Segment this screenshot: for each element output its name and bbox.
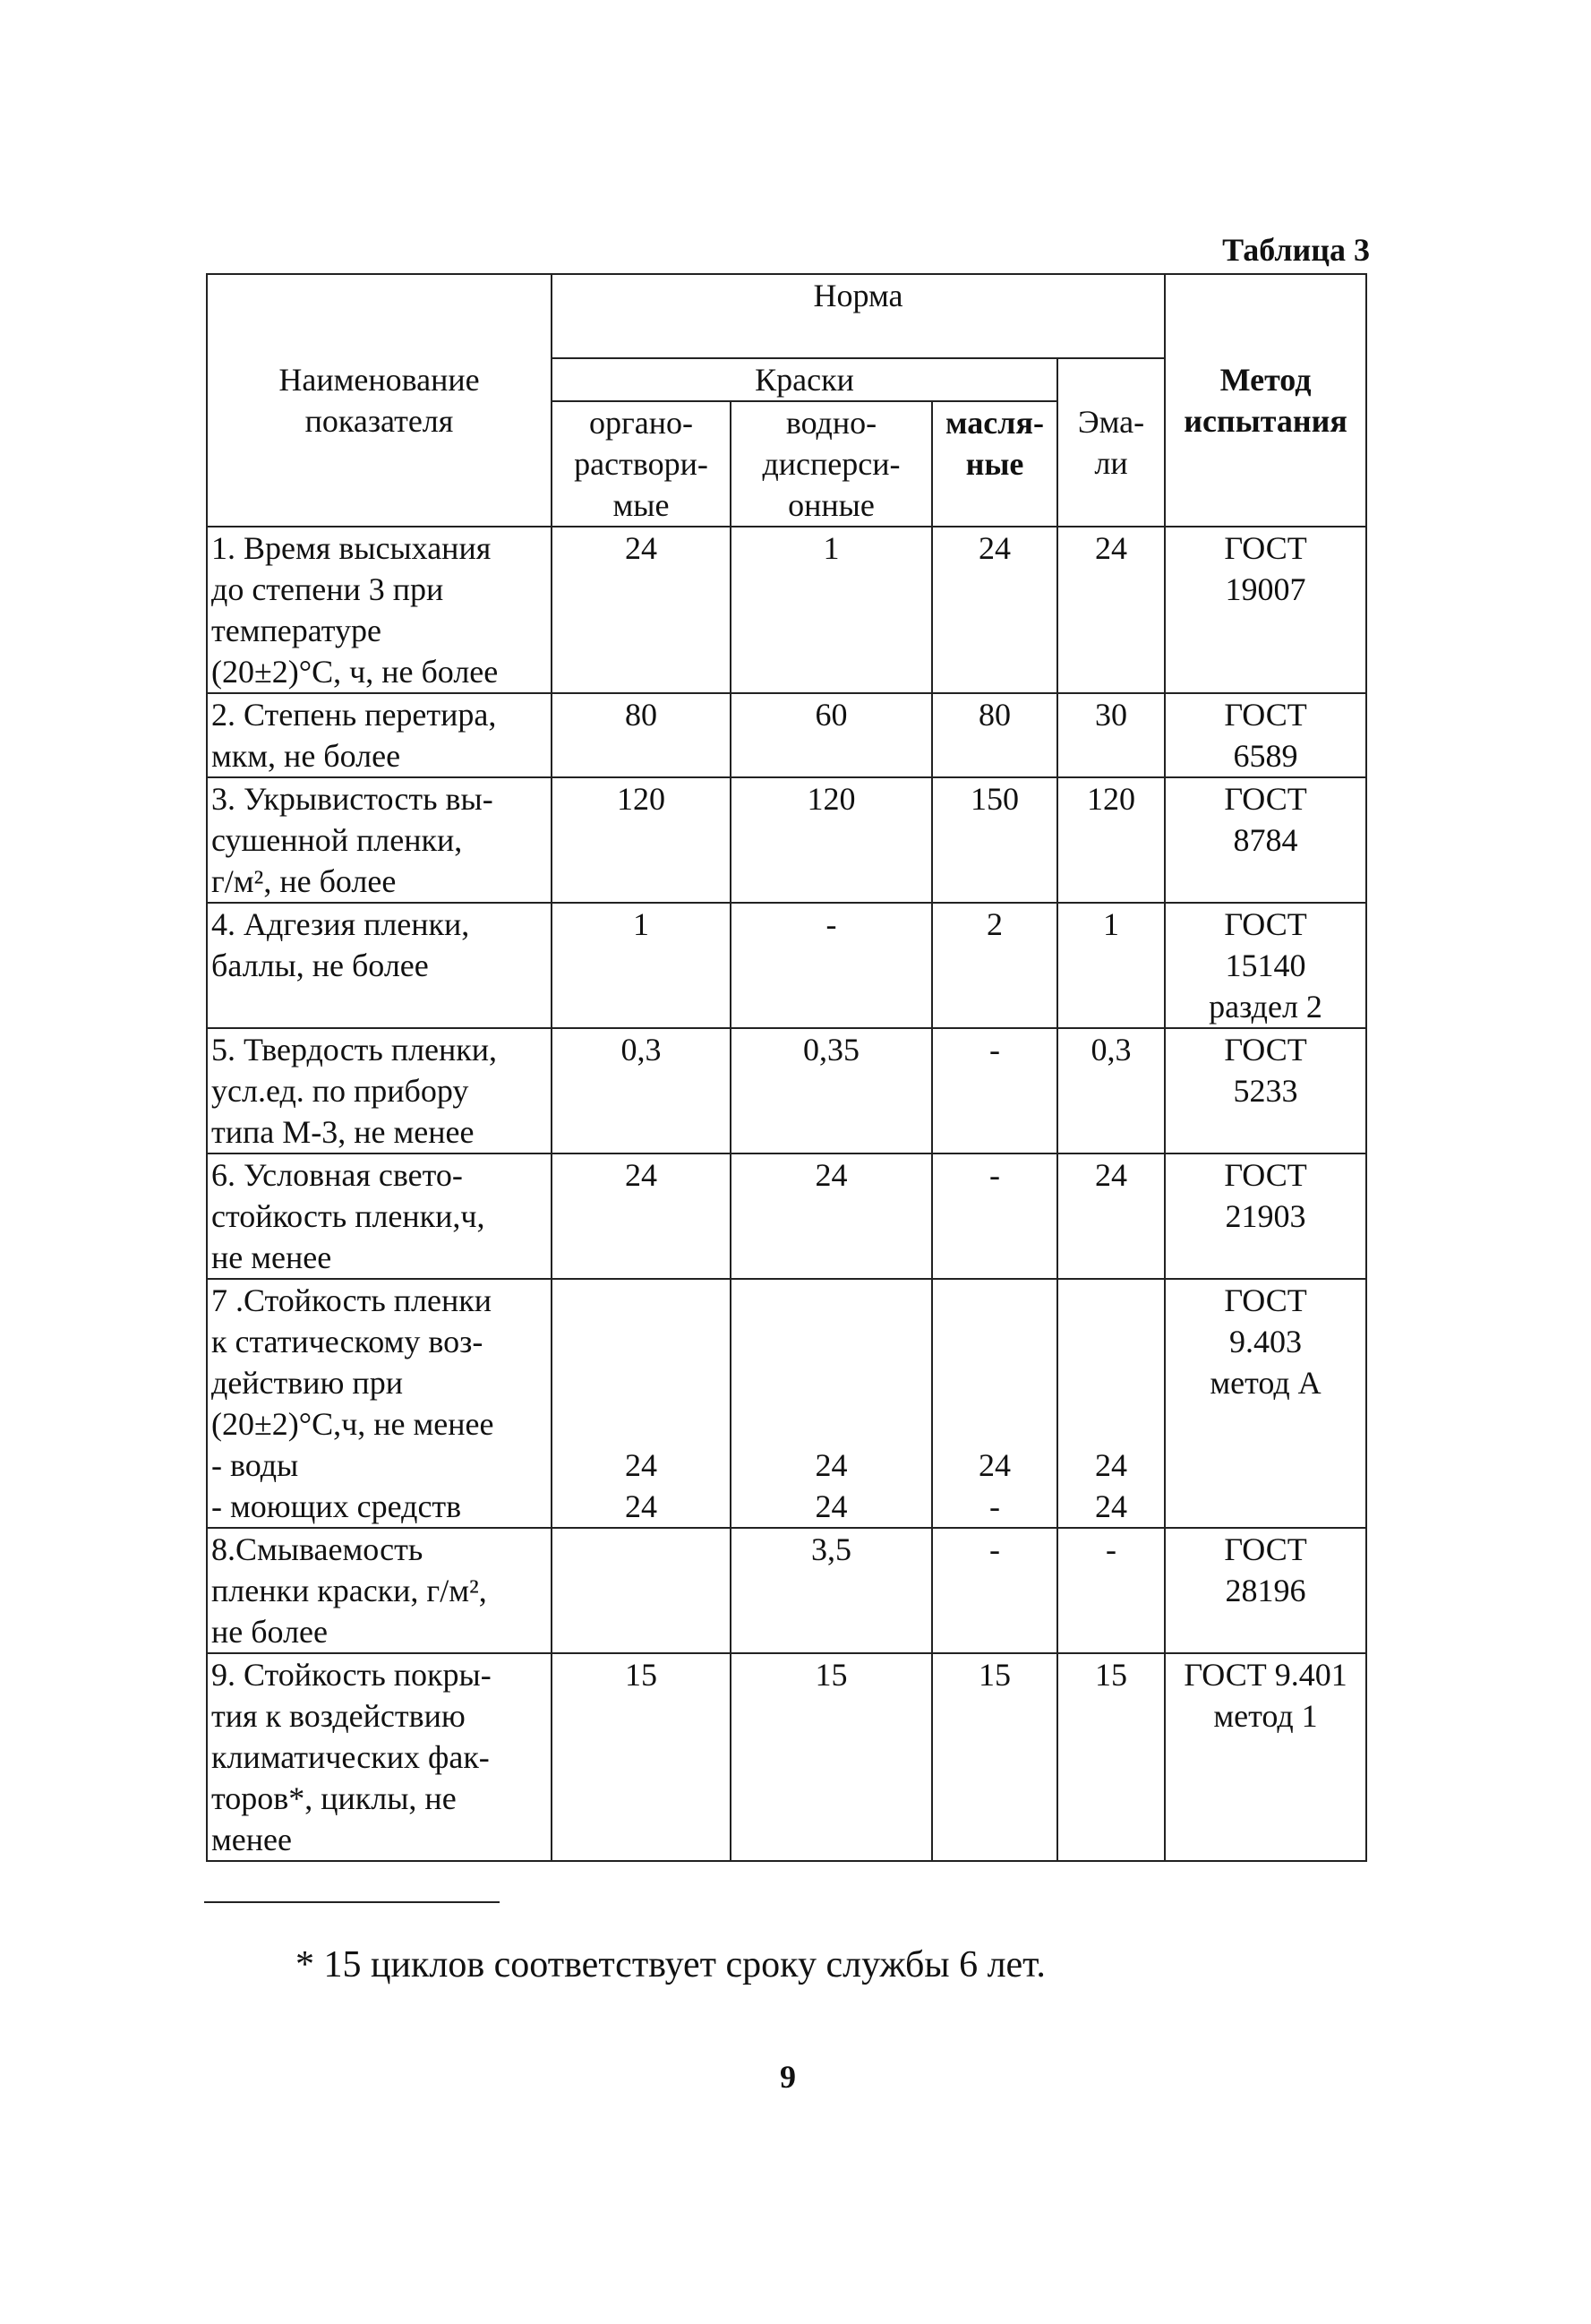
cell-maslyanye: 80 xyxy=(932,693,1057,777)
row-name: 1. Время высыхания до степени 3 при температуре (20±2)°С, ч, не более xyxy=(207,527,552,693)
cell-vodno: 120 xyxy=(731,777,932,903)
cell-emali: 120 xyxy=(1057,777,1165,903)
cell-vodno: 24 xyxy=(731,1153,932,1279)
cell-method: ГОСТ 21903 xyxy=(1165,1153,1366,1279)
table-row xyxy=(207,1028,1366,1153)
cell-vodno: 1 xyxy=(731,527,932,693)
cell-vodno: 3,5 xyxy=(731,1528,932,1653)
cell-organo: 24 xyxy=(552,527,731,693)
cell-organo: 120 xyxy=(552,777,731,903)
row-name: 4. Адгезия пленки, баллы, не более xyxy=(207,903,552,1028)
row-name: 6. Условная свето- стойкость пленки,ч, не менее xyxy=(207,1153,552,1279)
cell-organo xyxy=(552,1528,731,1653)
cell-maslyanye: 24 xyxy=(932,527,1057,693)
table-row xyxy=(207,1279,1366,1528)
cell-emali: 1 xyxy=(1057,903,1165,1028)
row-name: 7 .Стойкость пленки к статическому воз- действию при (20±2)°С,ч, не менее - воды - моющих средств xyxy=(207,1279,552,1528)
table-row xyxy=(207,1153,1366,1279)
cell-maslyanye: - xyxy=(932,1028,1057,1153)
cell-maslyanye: 2 xyxy=(932,903,1057,1028)
header-kraski: Краски xyxy=(552,358,1057,401)
row-name: 9. Стойкость покры- тия к воздействию климатических фак- торов*, циклы, не менее xyxy=(207,1653,552,1861)
cell-organo: 24 24 xyxy=(552,1279,731,1528)
cell-organo: 24 xyxy=(552,1153,731,1279)
footnote-rule xyxy=(204,1901,500,1903)
cell-emali: 15 xyxy=(1057,1653,1165,1861)
header-norma: Норма xyxy=(552,274,1165,358)
norms-table xyxy=(206,273,1367,1862)
cell-method: ГОСТ 8784 xyxy=(1165,777,1366,903)
header-name: Наименование показателя xyxy=(207,274,552,527)
header-method: Метод испытания xyxy=(1165,274,1366,527)
cell-emali: 24 xyxy=(1057,1153,1165,1279)
table-caption: Таблица 3 xyxy=(1222,232,1370,268)
cell-emali: 24 24 xyxy=(1057,1279,1165,1528)
cell-vodno: 15 xyxy=(731,1653,932,1861)
cell-vodno: 60 xyxy=(731,693,932,777)
footnote: * 15 циклов соответствует сроку службы 6 лет. xyxy=(295,1944,1046,1985)
cell-vodno: - xyxy=(731,903,932,1028)
cell-maslyanye: - xyxy=(932,1528,1057,1653)
cell-organo: 1 xyxy=(552,903,731,1028)
row-name: 8.Смываемость пленки краски, г/м², не более xyxy=(207,1528,552,1653)
table-row xyxy=(207,777,1366,903)
cell-maslyanye: 15 xyxy=(932,1653,1057,1861)
table-row xyxy=(207,1653,1366,1861)
table-row xyxy=(207,903,1366,1028)
table-row xyxy=(207,527,1366,693)
cell-method: ГОСТ 19007 xyxy=(1165,527,1366,693)
cell-method: ГОСТ 15140 раздел 2 xyxy=(1165,903,1366,1028)
cell-maslyanye: 24 - xyxy=(932,1279,1057,1528)
cell-maslyanye: - xyxy=(932,1153,1057,1279)
table-row xyxy=(207,693,1366,777)
cell-vodno: 24 24 xyxy=(731,1279,932,1528)
header-organo: органо- раствори- мые xyxy=(552,401,731,527)
cell-organo: 15 xyxy=(552,1653,731,1861)
cell-organo: 80 xyxy=(552,693,731,777)
header-emali: Эма- ли xyxy=(1057,358,1165,527)
cell-maslyanye: 150 xyxy=(932,777,1057,903)
cell-method: ГОСТ 5233 xyxy=(1165,1028,1366,1153)
cell-emali: 30 xyxy=(1057,693,1165,777)
cell-method: ГОСТ 9.403 метод А xyxy=(1165,1279,1366,1528)
header-maslyanye: масля- ные xyxy=(932,401,1057,527)
row-name: 3. Укрывистость вы- сушенной пленки, г/м², не более xyxy=(207,777,552,903)
header-vodno: водно- дисперси- онные xyxy=(731,401,932,527)
row-name: 5. Твердость пленки, усл.ед. по прибору типа М-3, не менее xyxy=(207,1028,552,1153)
header-row-1 xyxy=(207,274,1366,358)
cell-emali: 24 xyxy=(1057,527,1165,693)
row-name: 2. Степень перетира, мкм, не более xyxy=(207,693,552,777)
table-row xyxy=(207,1528,1366,1653)
page-number: 9 xyxy=(780,2059,796,2095)
cell-method: ГОСТ 6589 xyxy=(1165,693,1366,777)
cell-emali: 0,3 xyxy=(1057,1028,1165,1153)
cell-method: ГОСТ 28196 xyxy=(1165,1528,1366,1653)
cell-method: ГОСТ 9.401 метод 1 xyxy=(1165,1653,1366,1861)
cell-emali: - xyxy=(1057,1528,1165,1653)
cell-organo: 0,3 xyxy=(552,1028,731,1153)
cell-vodno: 0,35 xyxy=(731,1028,932,1153)
